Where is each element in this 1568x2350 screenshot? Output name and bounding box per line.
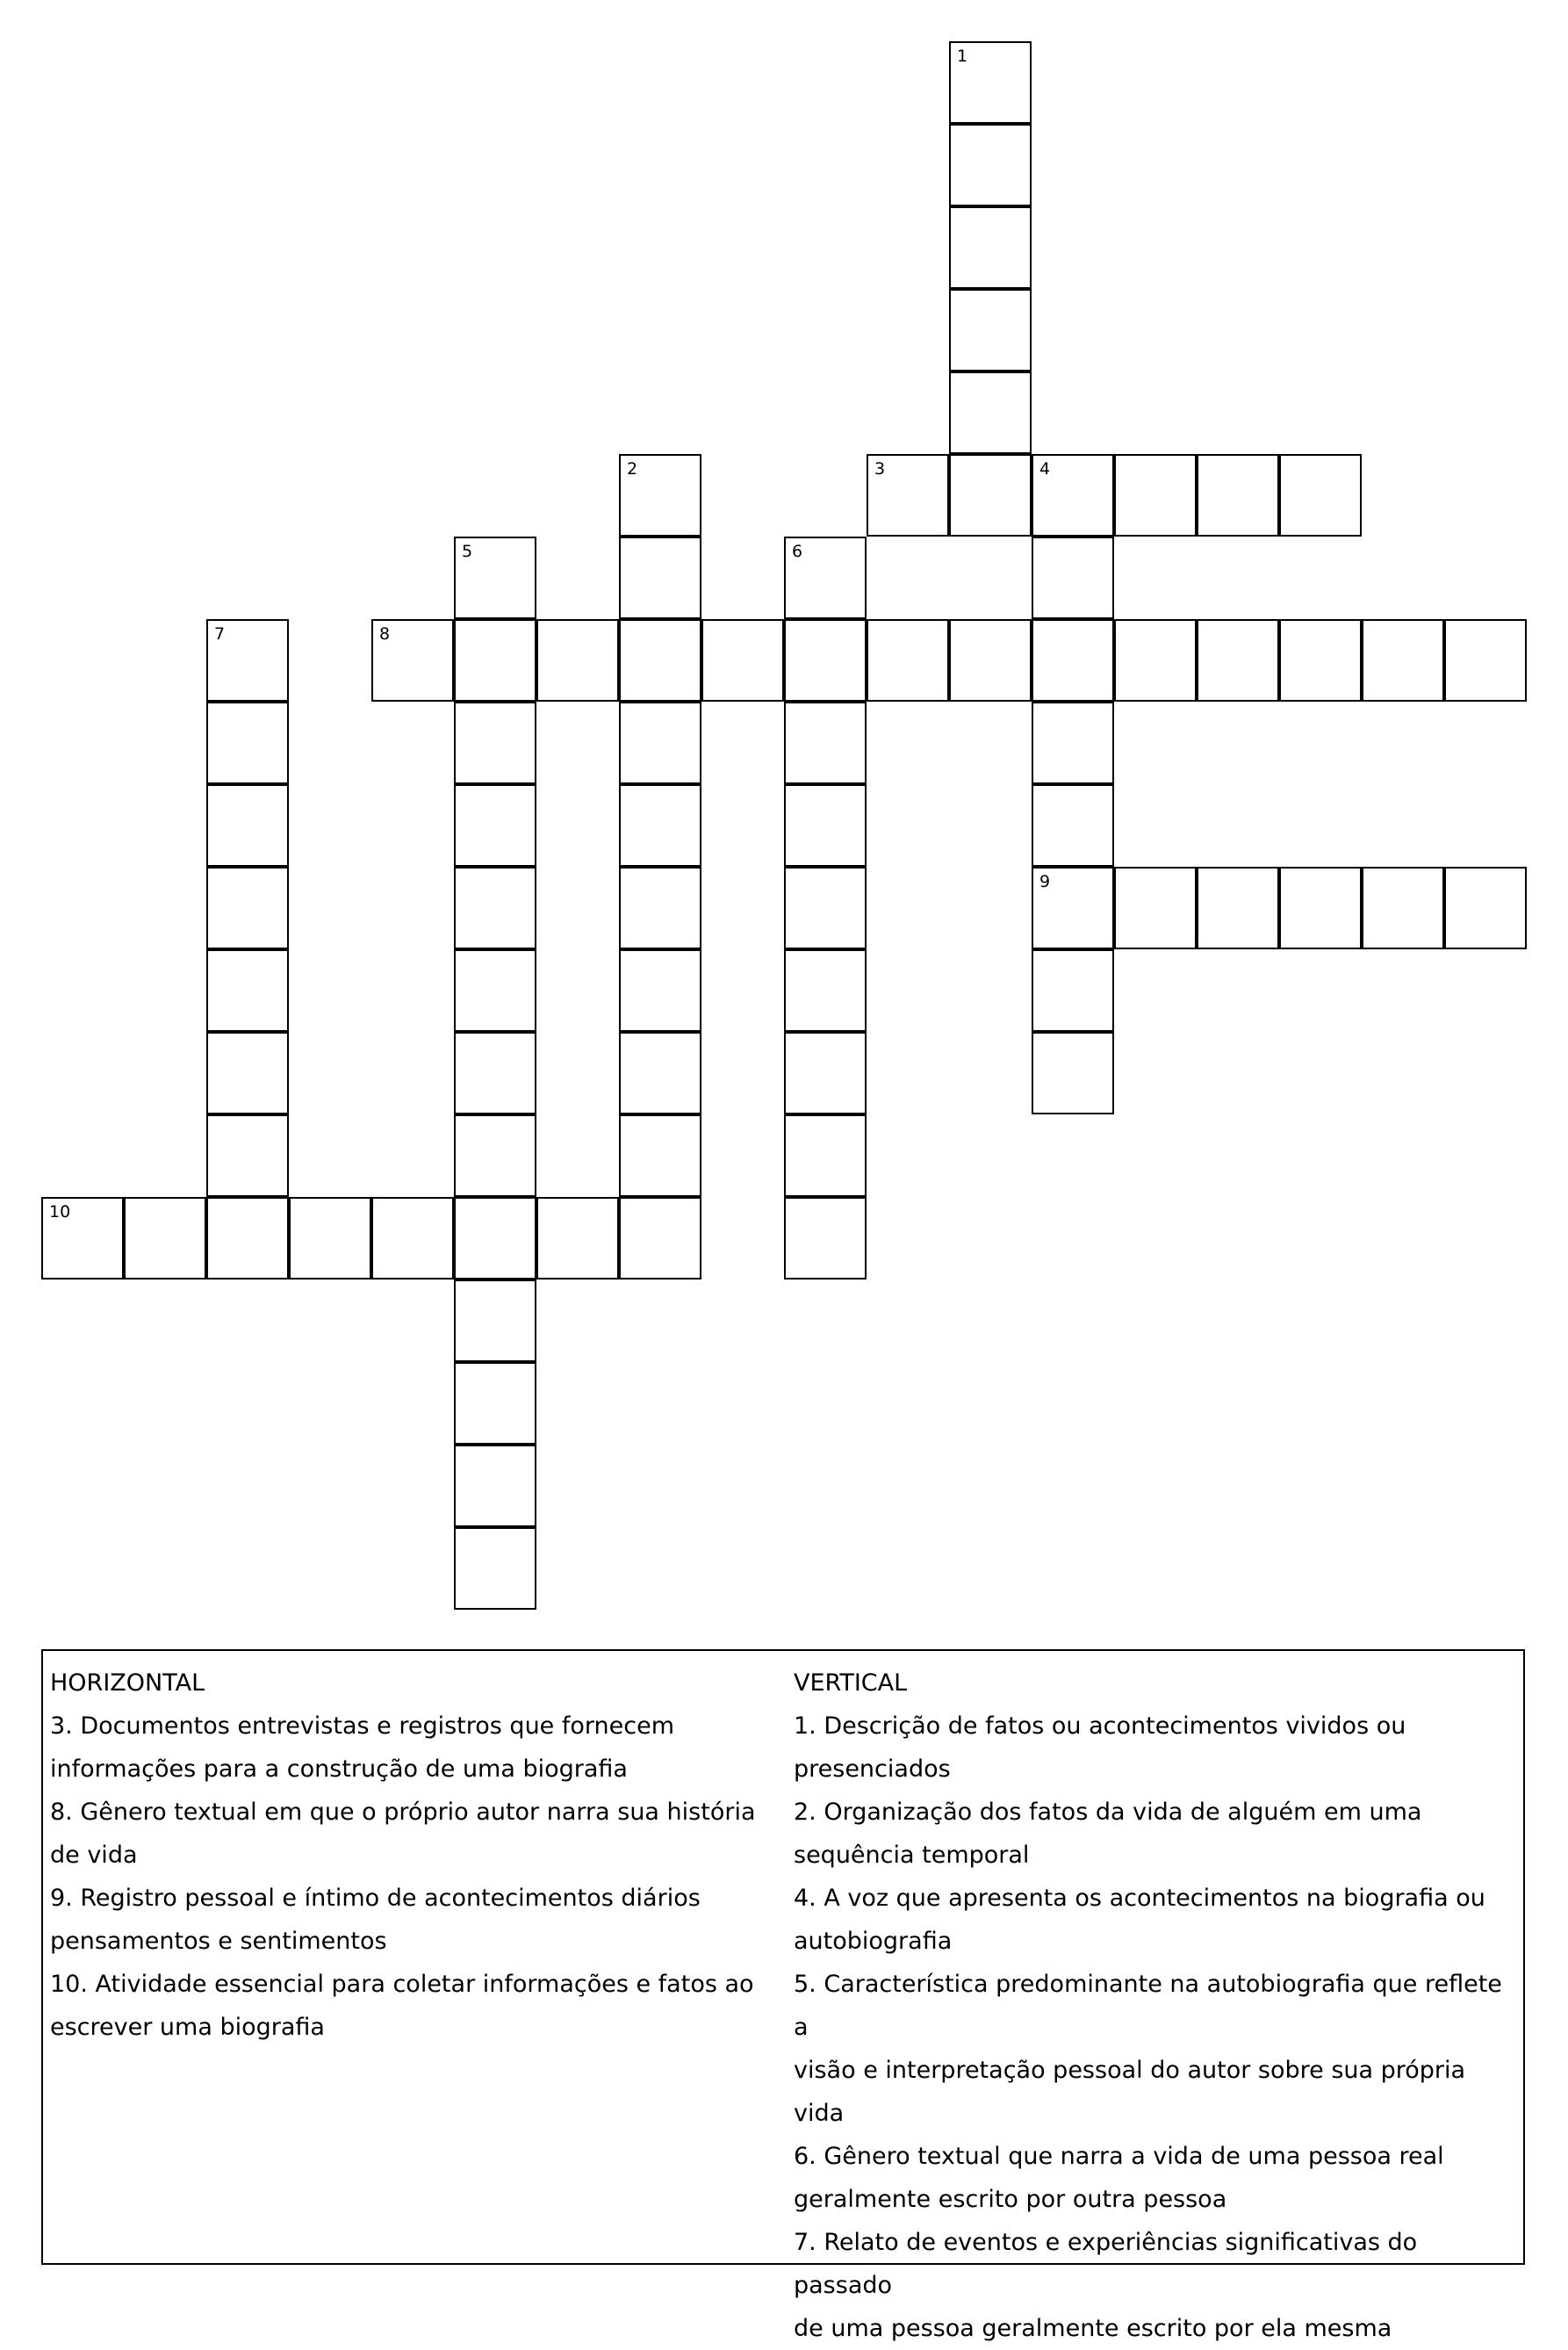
crossword-cell[interactable] [454, 867, 536, 949]
crossword-cell[interactable] [454, 1445, 536, 1527]
crossword-cell[interactable] [1197, 867, 1279, 949]
crossword-cell[interactable] [949, 619, 1032, 702]
clue-line: 5. Característica predominante na autobiografia que reflete a [794, 1971, 1502, 2041]
crossword-cell[interactable] [289, 1197, 371, 1280]
clue-line: 4. A voz que apresenta os acontecimentos na biografia ou [794, 1885, 1485, 1912]
crossword-cell[interactable] [454, 1362, 536, 1445]
clue-line: sequência temporal [794, 1842, 1030, 1869]
clue-number: 9 [1039, 872, 1051, 891]
clue-number: 6 [792, 542, 803, 561]
clue-line: 8. Gênero textual em que o próprio autor narra sua história [50, 1799, 756, 1826]
crossword-cell[interactable] [1032, 949, 1114, 1032]
clue-line: escrever uma biografia [50, 2014, 325, 2041]
crossword-cell[interactable] [454, 1114, 536, 1197]
crossword-cell[interactable] [454, 702, 536, 784]
horizontal-title: HORIZONTAL [50, 1669, 205, 1697]
crossword-cell[interactable] [619, 1032, 701, 1114]
crossword-cell[interactable] [1114, 867, 1197, 949]
clue-line: 6. Gênero textual que narra a vida de uma pessoa real [794, 2143, 1444, 2170]
crossword-cell[interactable] [949, 206, 1032, 289]
crossword-cell[interactable] [206, 867, 289, 949]
clues-box [41, 1649, 1525, 2342]
clue-line: de vida [50, 1842, 138, 1869]
crossword-cell[interactable] [454, 619, 536, 702]
crossword-cell[interactable] [206, 1197, 289, 1280]
clue-line: 7. Relato de eventos e experiências significativas do passado [794, 2229, 1418, 2299]
crossword-cell[interactable] [619, 867, 701, 949]
clue-number: 4 [1039, 459, 1051, 479]
crossword-cell[interactable] [371, 619, 454, 702]
crossword-cell[interactable] [1032, 619, 1114, 702]
crossword-cell[interactable] [1114, 619, 1197, 702]
crossword-cell[interactable] [949, 289, 1032, 371]
horizontal-clues [50, 1662, 770, 2049]
crossword-cell[interactable] [784, 784, 867, 867]
clue-line: pensamentos e sentimentos [50, 1928, 387, 1955]
crossword-cell[interactable] [867, 454, 949, 537]
clue-line: 10. Atividade essencial para coletar informações e fatos ao [50, 1971, 754, 1998]
crossword-cell[interactable] [619, 784, 701, 867]
clue-line: presenciados [794, 1755, 951, 1783]
crossword-cell[interactable] [784, 537, 867, 619]
crossword-cell[interactable] [1197, 619, 1279, 702]
crossword-cell[interactable] [867, 619, 949, 702]
crossword-cell[interactable] [784, 702, 867, 784]
crossword-cell[interactable] [41, 1197, 124, 1280]
clue-number: 3 [874, 459, 886, 479]
clue-line: autobiografia [794, 1928, 953, 1955]
crossword-cell[interactable] [1444, 619, 1527, 702]
crossword-cell[interactable] [1362, 867, 1444, 949]
clue-line: 3. Documentos entrevistas e registros que fornecem [50, 1712, 675, 1740]
crossword-cell[interactable] [1032, 702, 1114, 784]
crossword-cell[interactable] [784, 1114, 867, 1197]
crossword-cell[interactable] [619, 619, 701, 702]
crossword-cell[interactable] [701, 619, 784, 702]
crossword-cell[interactable] [1197, 454, 1279, 537]
crossword-cell[interactable] [371, 1197, 454, 1280]
crossword-cell[interactable] [454, 784, 536, 867]
clue-line: 1. Descrição de fatos ou acontecimentos vividos ou [794, 1712, 1406, 1740]
crossword-cell[interactable] [1279, 454, 1362, 537]
crossword-cell[interactable] [784, 1197, 867, 1280]
crossword-cell[interactable] [454, 537, 536, 619]
clue-line: 2. Organização dos fatos da vida de alguém em uma [794, 1799, 1422, 1826]
crossword-cell[interactable] [784, 619, 867, 702]
crossword-cell[interactable] [619, 537, 701, 619]
clue-line: 9. Registro pessoal e íntimo de acontecimentos diários [50, 1885, 701, 1912]
crossword-cell[interactable] [619, 949, 701, 1032]
crossword-cell[interactable] [536, 1197, 619, 1280]
crossword-cell[interactable] [949, 124, 1032, 206]
clue-number: 5 [462, 542, 473, 561]
crossword-cell[interactable] [619, 1197, 701, 1280]
crossword-cell[interactable] [206, 949, 289, 1032]
clue-line: informações para a construção de uma biografia [50, 1755, 628, 1783]
crossword-cell[interactable] [1279, 619, 1362, 702]
crossword-cell[interactable] [454, 1527, 536, 1610]
crossword-cell[interactable] [206, 1114, 289, 1197]
clue-line: de uma pessoa geralmente escrito por ela mesma [794, 2315, 1392, 2342]
crossword-cell[interactable] [1032, 454, 1114, 537]
crossword-cell[interactable] [206, 784, 289, 867]
crossword-cell[interactable] [206, 702, 289, 784]
crossword-cell[interactable] [454, 1032, 536, 1114]
clue-number: 7 [214, 624, 226, 644]
crossword-cell[interactable] [1032, 784, 1114, 867]
crossword-cell[interactable] [206, 1032, 289, 1114]
clue-number: 1 [957, 47, 968, 66]
crossword-cell[interactable] [454, 949, 536, 1032]
crossword-cell[interactable] [784, 867, 867, 949]
clue-number: 2 [627, 459, 638, 479]
crossword-cell[interactable] [784, 949, 867, 1032]
crossword-cell[interactable] [949, 41, 1032, 124]
vertical-title: VERTICAL [794, 1669, 908, 1697]
crossword-cell[interactable] [619, 702, 701, 784]
crossword-cell[interactable] [1032, 1032, 1114, 1114]
crossword-cell[interactable] [1362, 619, 1444, 702]
crossword-cell[interactable] [619, 1114, 701, 1197]
crossword-cell[interactable] [206, 619, 289, 702]
clue-number: 8 [379, 624, 391, 644]
clue-line: visão e interpretação pessoal do autor sobre sua própria vida [794, 2057, 1466, 2127]
crossword-cell[interactable] [536, 619, 619, 702]
vertical-clues [794, 1662, 1522, 2350]
crossword-cell[interactable] [1114, 454, 1197, 537]
crossword-cell[interactable] [1444, 867, 1527, 949]
crossword-cell[interactable] [454, 1280, 536, 1362]
clue-number: 10 [49, 1202, 71, 1222]
crossword-cell[interactable] [1032, 537, 1114, 619]
crossword-cell[interactable] [1279, 867, 1362, 949]
crossword-cell[interactable] [619, 454, 701, 537]
crossword-cell[interactable] [949, 454, 1032, 537]
crossword-cell[interactable] [949, 371, 1032, 454]
clue-line: geralmente escrito por outra pessoa [794, 2186, 1227, 2213]
crossword-cell[interactable] [454, 1197, 536, 1280]
crossword-cell[interactable] [1032, 867, 1114, 949]
crossword-cell[interactable] [124, 1197, 206, 1280]
crossword-cell[interactable] [784, 1032, 867, 1114]
